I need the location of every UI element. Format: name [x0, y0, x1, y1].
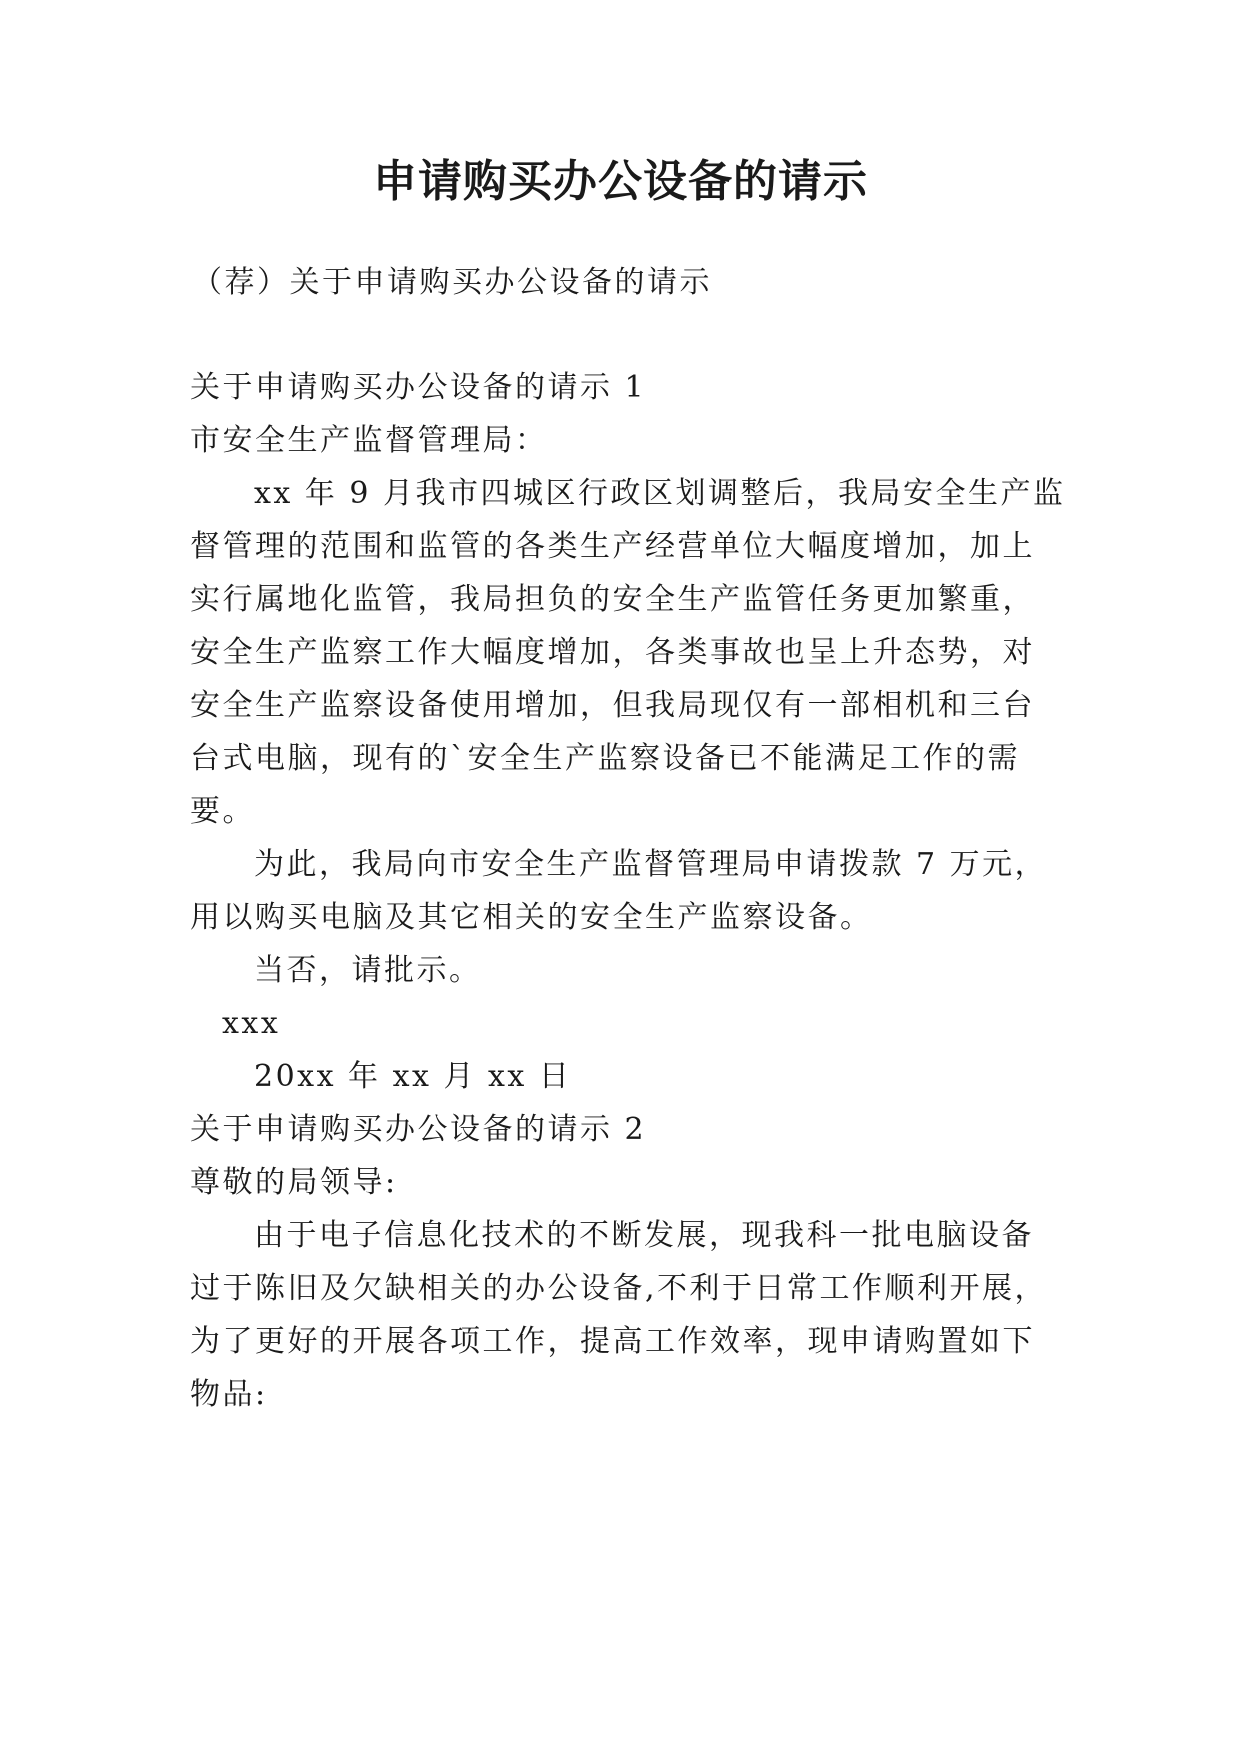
section2-para1-line: 由于电子信息化技术的不断发展，现我科一批电脑设备 [254, 1218, 1034, 1253]
document-subtitle: （荐）关于申请购买办公设备的请示 [192, 265, 712, 300]
section2-para1-line: 过于陈旧及欠缺相关的办公设备,不利于日常工作顺利开展， [190, 1271, 1048, 1306]
section1-signature: xxx [222, 1006, 281, 1041]
section1-date: 20xx 年 xx 月 xx 日 [254, 1059, 572, 1094]
section1-para1-line: 督管理的范围和监管的各类生产经营单位大幅度增加，加上 [190, 529, 1035, 564]
document-title: 申请购买办公设备的请示 [373, 156, 868, 207]
section1-para2-line: 用以购买电脑及其它相关的安全生产监察设备。 [190, 900, 873, 935]
section2-recipient: 尊敬的局领导: [190, 1165, 398, 1200]
section1-para1-line: 安全生产监察工作大幅度增加，各类事故也呈上升态势，对 [190, 635, 1035, 670]
section1-recipient: 市安全生产监督管理局： [190, 423, 548, 458]
section1-para1-line: 要。 [190, 794, 255, 829]
section1-para1-line: 安全生产监察设备使用增加，但我局现仅有一部相机和三台 [190, 688, 1035, 723]
section1-closing: 当否，请批示。 [254, 953, 482, 988]
section2-para1-line: 物品: [190, 1377, 268, 1412]
section1-para2-line: 为此，我局向市安全生产监督管理局申请拨款 7 万元， [254, 847, 1048, 882]
section1-para1-line: 实行属地化监管，我局担负的安全生产监管任务更加繁重， [190, 582, 1035, 617]
section2-para1-line: 为了更好的开展各项工作，提高工作效率，现申请购置如下 [190, 1324, 1035, 1359]
section2-heading: 关于申请购买办公设备的请示 2 [190, 1112, 647, 1147]
section1-para1-line: 台式电脑，现有的`安全生产监察设备已不能满足工作的需 [190, 741, 1020, 776]
section1-para1-line: xx 年 9 月我市四城区行政区划调整后，我局安全生产监 [254, 476, 1066, 511]
section1-heading: 关于申请购买办公设备的请示 1 [190, 370, 647, 405]
